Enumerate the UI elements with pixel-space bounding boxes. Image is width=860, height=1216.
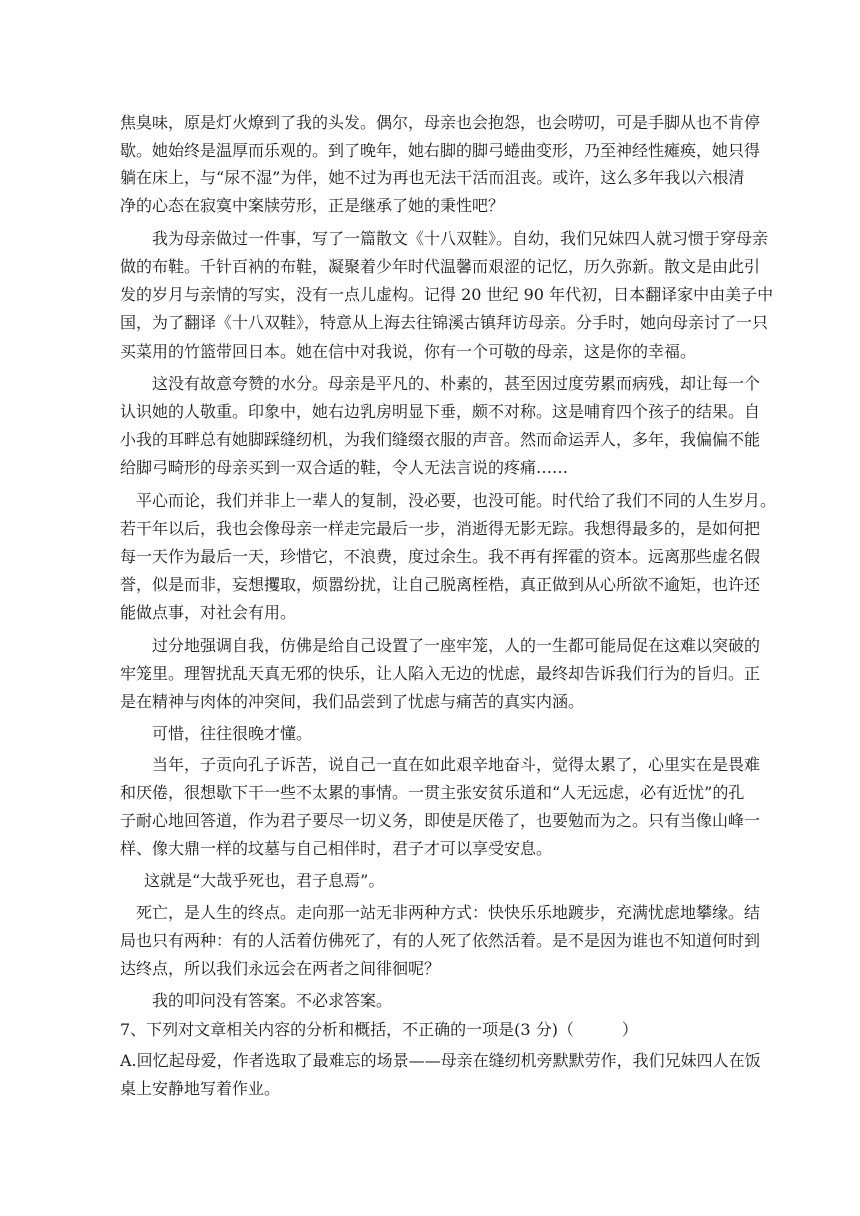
text-line: 这没有故意夸赞的水分。母亲是平凡的、朴素的，甚至因过度劳累而病残，却让每一个 [152, 374, 761, 393]
text-line: 国，为了翻译《十八双鞋》，特意从上海去往锦溪古镇拜访母亲。分手时，她向母亲讨了一只 [120, 313, 769, 332]
text-line: 誉，似是而非，妄想攫取，烦嚣纷扰，让自己脱离桎梏，真正做到从心所欲不逾矩，也许还 [120, 575, 761, 594]
text-line: 发的岁月与亲情的写实，没有一点儿虚构。记得 20 世纪 90 年代初，日本翻译家中由美子中 [120, 285, 774, 304]
text-line: 局也只有两种：有的人活着仿佛死了，有的人死了依然活着。是不是因为谁也不知道何时到 [120, 931, 761, 950]
text-line: 这就是“大哉乎死也，君子息焉”。 [144, 871, 385, 890]
text-line: 我的叩问没有答案。不必求答案。 [152, 991, 393, 1010]
text-line: 可惜，往往很晚才懂。 [152, 724, 313, 743]
answer-option-a-continued: 桌上安静地写着作业。 [120, 1079, 281, 1098]
text-line: 能做点事，对社会有用。 [120, 603, 297, 622]
text-line: 净的心态在寂寞中案牍劳形，正是继承了她的秉性吧？ [120, 196, 505, 215]
text-line: 样、像大鼎一样的坟墓与自己相伴时，君子才可以享受安息。 [120, 839, 553, 858]
question-line: 7、下列对文章相关内容的分析和概括，不正确的一项是(3 分)（ ） [120, 1020, 638, 1039]
text-line: 平心而论，我们并非上一辈人的复制，没必要，也没可能。时代给了我们不同的人生岁月。 [136, 491, 777, 510]
text-line: 做的布鞋。千针百衲的布鞋，凝聚着少年时代温馨而艰涩的记忆，历久弥新。散文是由此引 [120, 257, 761, 276]
text-line: 给脚弓畸形的母亲买到一双合适的鞋，令人无法言说的疼痛…… [120, 458, 569, 477]
text-line: 死亡，是人生的终点。走向那一站无非两种方式：快快乐乐地踱步，充满忧虑地攀缘。结 [136, 903, 761, 922]
text-line: 每一天作为最后一天，珍惜它，不浪费，度过余生。我不再有挥霍的资本。远离那些虚名假 [120, 547, 761, 566]
text-line: 买菜用的竹篮带回日本。她在信中对我说，你有一个可敬的母亲，这是你的幸福。 [120, 342, 697, 361]
text-line: 躺在床上，与“尿不湿”为伴，她不过为再也无法干活而沮丧。或许，这么多年我以六根清 [120, 168, 745, 187]
text-line: 焦臭味，原是灯火燎到了我的头发。偶尔，母亲也会抱怨，也会唠叨，可是手脚从也不肯停 [120, 113, 761, 132]
text-line: 和厌倦，很想歇下干一些不太累的事情。一贯主张安贫乐道和“人无远虑，必有近忧”的孔 [120, 783, 745, 802]
text-line: 达终点，所以我们永远会在两者之间徘徊呢？ [120, 959, 441, 978]
answer-option-a: A.回忆起母爱，作者选取了最难忘的场景——母亲在缝纫机旁默默劳作，我们兄妹四人在饭 [120, 1051, 761, 1070]
text-line: 歇。她始终是温厚而乐观的。到了晚年，她右脚的脚弓蜷曲变形，乃至神经性瘫痪，她只得 [120, 141, 761, 160]
text-line: 我为母亲做过一件事，写了一篇散文《十八双鞋》。自幼，我们兄妹四人就习惯于穿母亲 [152, 229, 769, 248]
text-line: 当年，子贡向孔子诉苦，说自己一直在如此艰辛地奋斗，觉得太累了，心里实在是畏难 [152, 755, 761, 774]
text-line: 若干年以后，我也会像母亲一样走完最后一步，消逝得无影无踪。我想得最多的，是如何把 [120, 519, 761, 538]
text-line: 是在精神与肉体的冲突间，我们品尝到了忧虑与痛苦的真实内涵。 [120, 692, 585, 711]
text-line: 牢笼里。理智扰乱天真无邪的快乐，让人陷入无边的忧虑，最终却告诉我们行为的旨归。正 [120, 664, 761, 683]
text-line: 小我的耳畔总有她脚踩缝纫机，为我们缝缀衣服的声音。然而命运弄人，多年，我偏偏不能 [120, 430, 761, 449]
text-line: 过分地强调自我，仿佛是给自己设置了一座牢笼，人的一生都可能局促在这难以突破的 [152, 636, 761, 655]
text-line: 子耐心地回答道，作为君子要尽一切义务，即使是厌倦了，也要勉而为之。只有当像山峰一 [120, 811, 761, 830]
text-line: 认识她的人敬重。印象中，她右边乳房明显下垂，颇不对称。这是哺育四个孩子的结果。自 [120, 402, 761, 421]
